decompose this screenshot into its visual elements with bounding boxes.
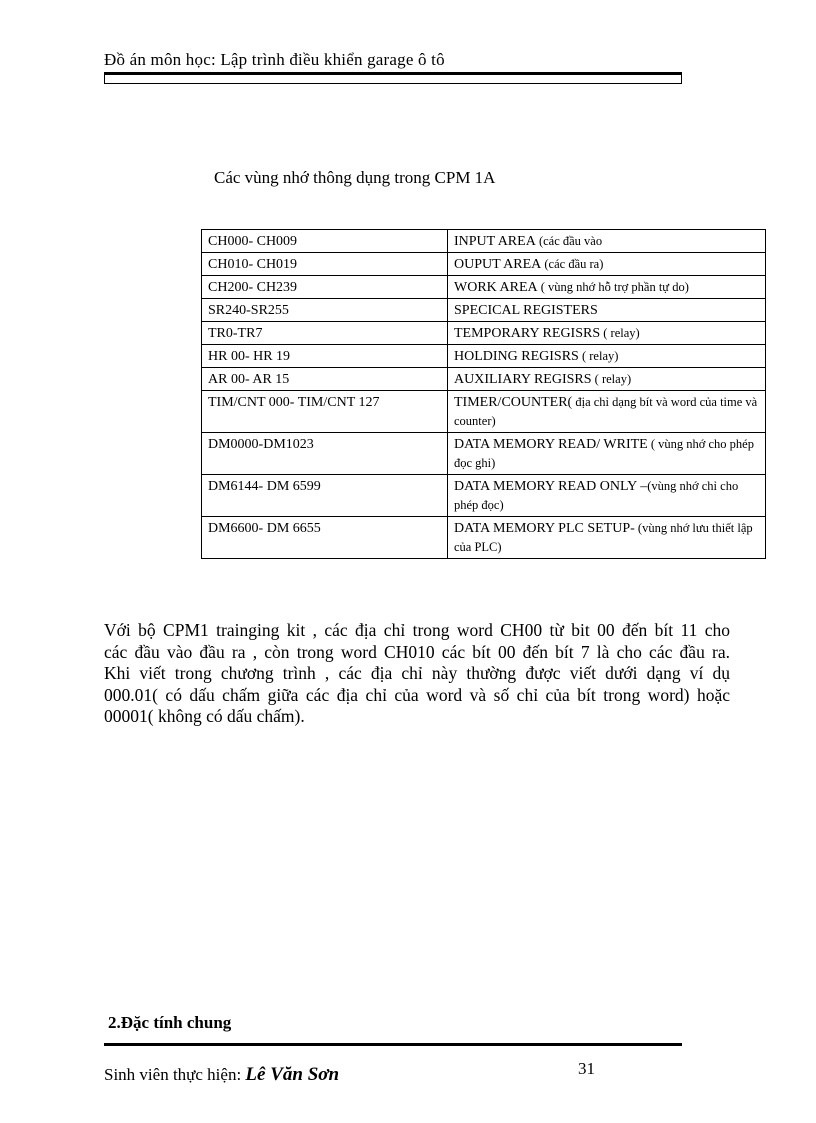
memory-area-note: ( relay) <box>600 326 640 340</box>
memory-area-name: AUXILIARY REGISRS <box>454 372 592 387</box>
memory-area-cell <box>448 322 766 345</box>
memory-area-note: ( vùng nhớ cho phép đọc ghi) <box>454 437 754 470</box>
memory-area-name: TEMPORARY REGISRS <box>454 326 601 341</box>
memory-area-cell <box>448 276 766 299</box>
memory-range-cell: AR 00- AR 15 <box>202 368 448 391</box>
footer-rule <box>104 1043 682 1046</box>
section-heading-general-characteristics: 2.Đặc tính chung <box>108 1013 232 1032</box>
table-row <box>202 475 766 517</box>
table-row <box>202 322 766 345</box>
table-row <box>202 368 766 391</box>
memory-area-note: địa chỉ dạng bít và word của time và counter) <box>454 395 758 428</box>
memory-area-name: DATA MEMORY READ ONLY – <box>454 479 648 494</box>
body-line: 00001( không có dấu chấm). <box>104 706 305 726</box>
memory-area-cell <box>448 345 766 368</box>
memory-area-note: (các đầu ra) <box>541 257 604 271</box>
memory-area-name: SPECICAL REGISTERS <box>454 303 598 318</box>
memory-area-note: (vùng nhớ lưu thiết lập của PLC) <box>454 521 753 554</box>
footer-author-name: Lê Văn Sơn <box>245 1064 340 1085</box>
memory-area-name: DATA MEMORY READ/ WRITE <box>454 437 648 452</box>
memory-area-note: ( relay) <box>591 372 632 386</box>
memory-range-cell: DM6600- DM 6655 <box>202 517 448 559</box>
memory-area-note: ( vùng nhớ hỗ trợ phần tự do) <box>537 280 689 294</box>
memory-range-cell: DM6144- DM 6599 <box>202 475 448 517</box>
section-title: Các vùng nhớ thông dụng trong CPM 1A <box>214 168 496 187</box>
memory-range-cell: HR 00- HR 19 <box>202 345 448 368</box>
memory-area-cell <box>448 299 766 322</box>
table-row <box>202 253 766 276</box>
memory-area-name: TIMER/COUNTER( <box>454 395 573 410</box>
table-row <box>202 391 766 433</box>
footer-author <box>104 1064 339 1086</box>
memory-area-name: OUPUT AREA <box>454 257 542 272</box>
table-row <box>202 433 766 475</box>
memory-range-cell: CH200- CH239 <box>202 276 448 299</box>
body-line: Với bộ CPM1 trainging kit , các địa chỉ trong word CH00 từ bit 00 đến bít 11 cho <box>104 620 730 640</box>
table-row <box>202 517 766 559</box>
memory-range-cell: DM0000-DM1023 <box>202 433 448 475</box>
memory-range-cell: TIM/CNT 000- TIM/CNT 127 <box>202 391 448 433</box>
document-header-title: Đồ án môn học: Lập trình điều khiển garage ô tô <box>104 50 445 69</box>
memory-area-note: (vùng nhớ chỉ cho phép đọc) <box>454 479 739 512</box>
body-paragraph <box>104 620 730 728</box>
body-line: 000.01( có dấu chấm giữa các địa chỉ của word và số chỉ của bít trong word) hoặc <box>104 684 730 705</box>
memory-area-cell <box>448 253 766 276</box>
memory-range-cell: CH010- CH019 <box>202 253 448 276</box>
memory-range-cell: SR240-SR255 <box>202 299 448 322</box>
memory-area-cell <box>448 433 766 475</box>
memory-area-name: WORK AREA <box>454 280 538 295</box>
memory-range-cell: CH000- CH009 <box>202 230 448 253</box>
body-line: các đầu vào đầu ra , còn trong word CH010 các bít 00 đến bít 7 là cho các đầu ra. <box>104 641 730 662</box>
memory-area-cell <box>448 517 766 559</box>
memory-area-note: ( relay) <box>578 349 619 363</box>
memory-range-cell: TR0-TR7 <box>202 322 448 345</box>
memory-area-cell <box>448 230 766 253</box>
table-row <box>202 276 766 299</box>
memory-area-name: DATA MEMORY PLC SETUP- <box>454 521 635 536</box>
table-row <box>202 345 766 368</box>
memory-area-name: INPUT AREA <box>454 234 536 249</box>
memory-area-name: HOLDING REGISRS <box>454 349 579 364</box>
memory-area-cell <box>448 391 766 433</box>
page-number: 31 <box>578 1059 595 1078</box>
table-row <box>202 230 766 253</box>
memory-area-cell <box>448 475 766 517</box>
body-line: Khi viết trong chương trình , các địa chỉ này thường được viết dưới dạng ví dụ <box>104 663 730 683</box>
memory-areas-table <box>201 229 766 559</box>
memory-area-cell <box>448 368 766 391</box>
table-row <box>202 299 766 322</box>
header-rule <box>104 72 682 84</box>
footer-author-label: Sinh viên thực hiện: <box>104 1065 246 1084</box>
memory-area-note: (các đầu vào <box>535 234 603 248</box>
